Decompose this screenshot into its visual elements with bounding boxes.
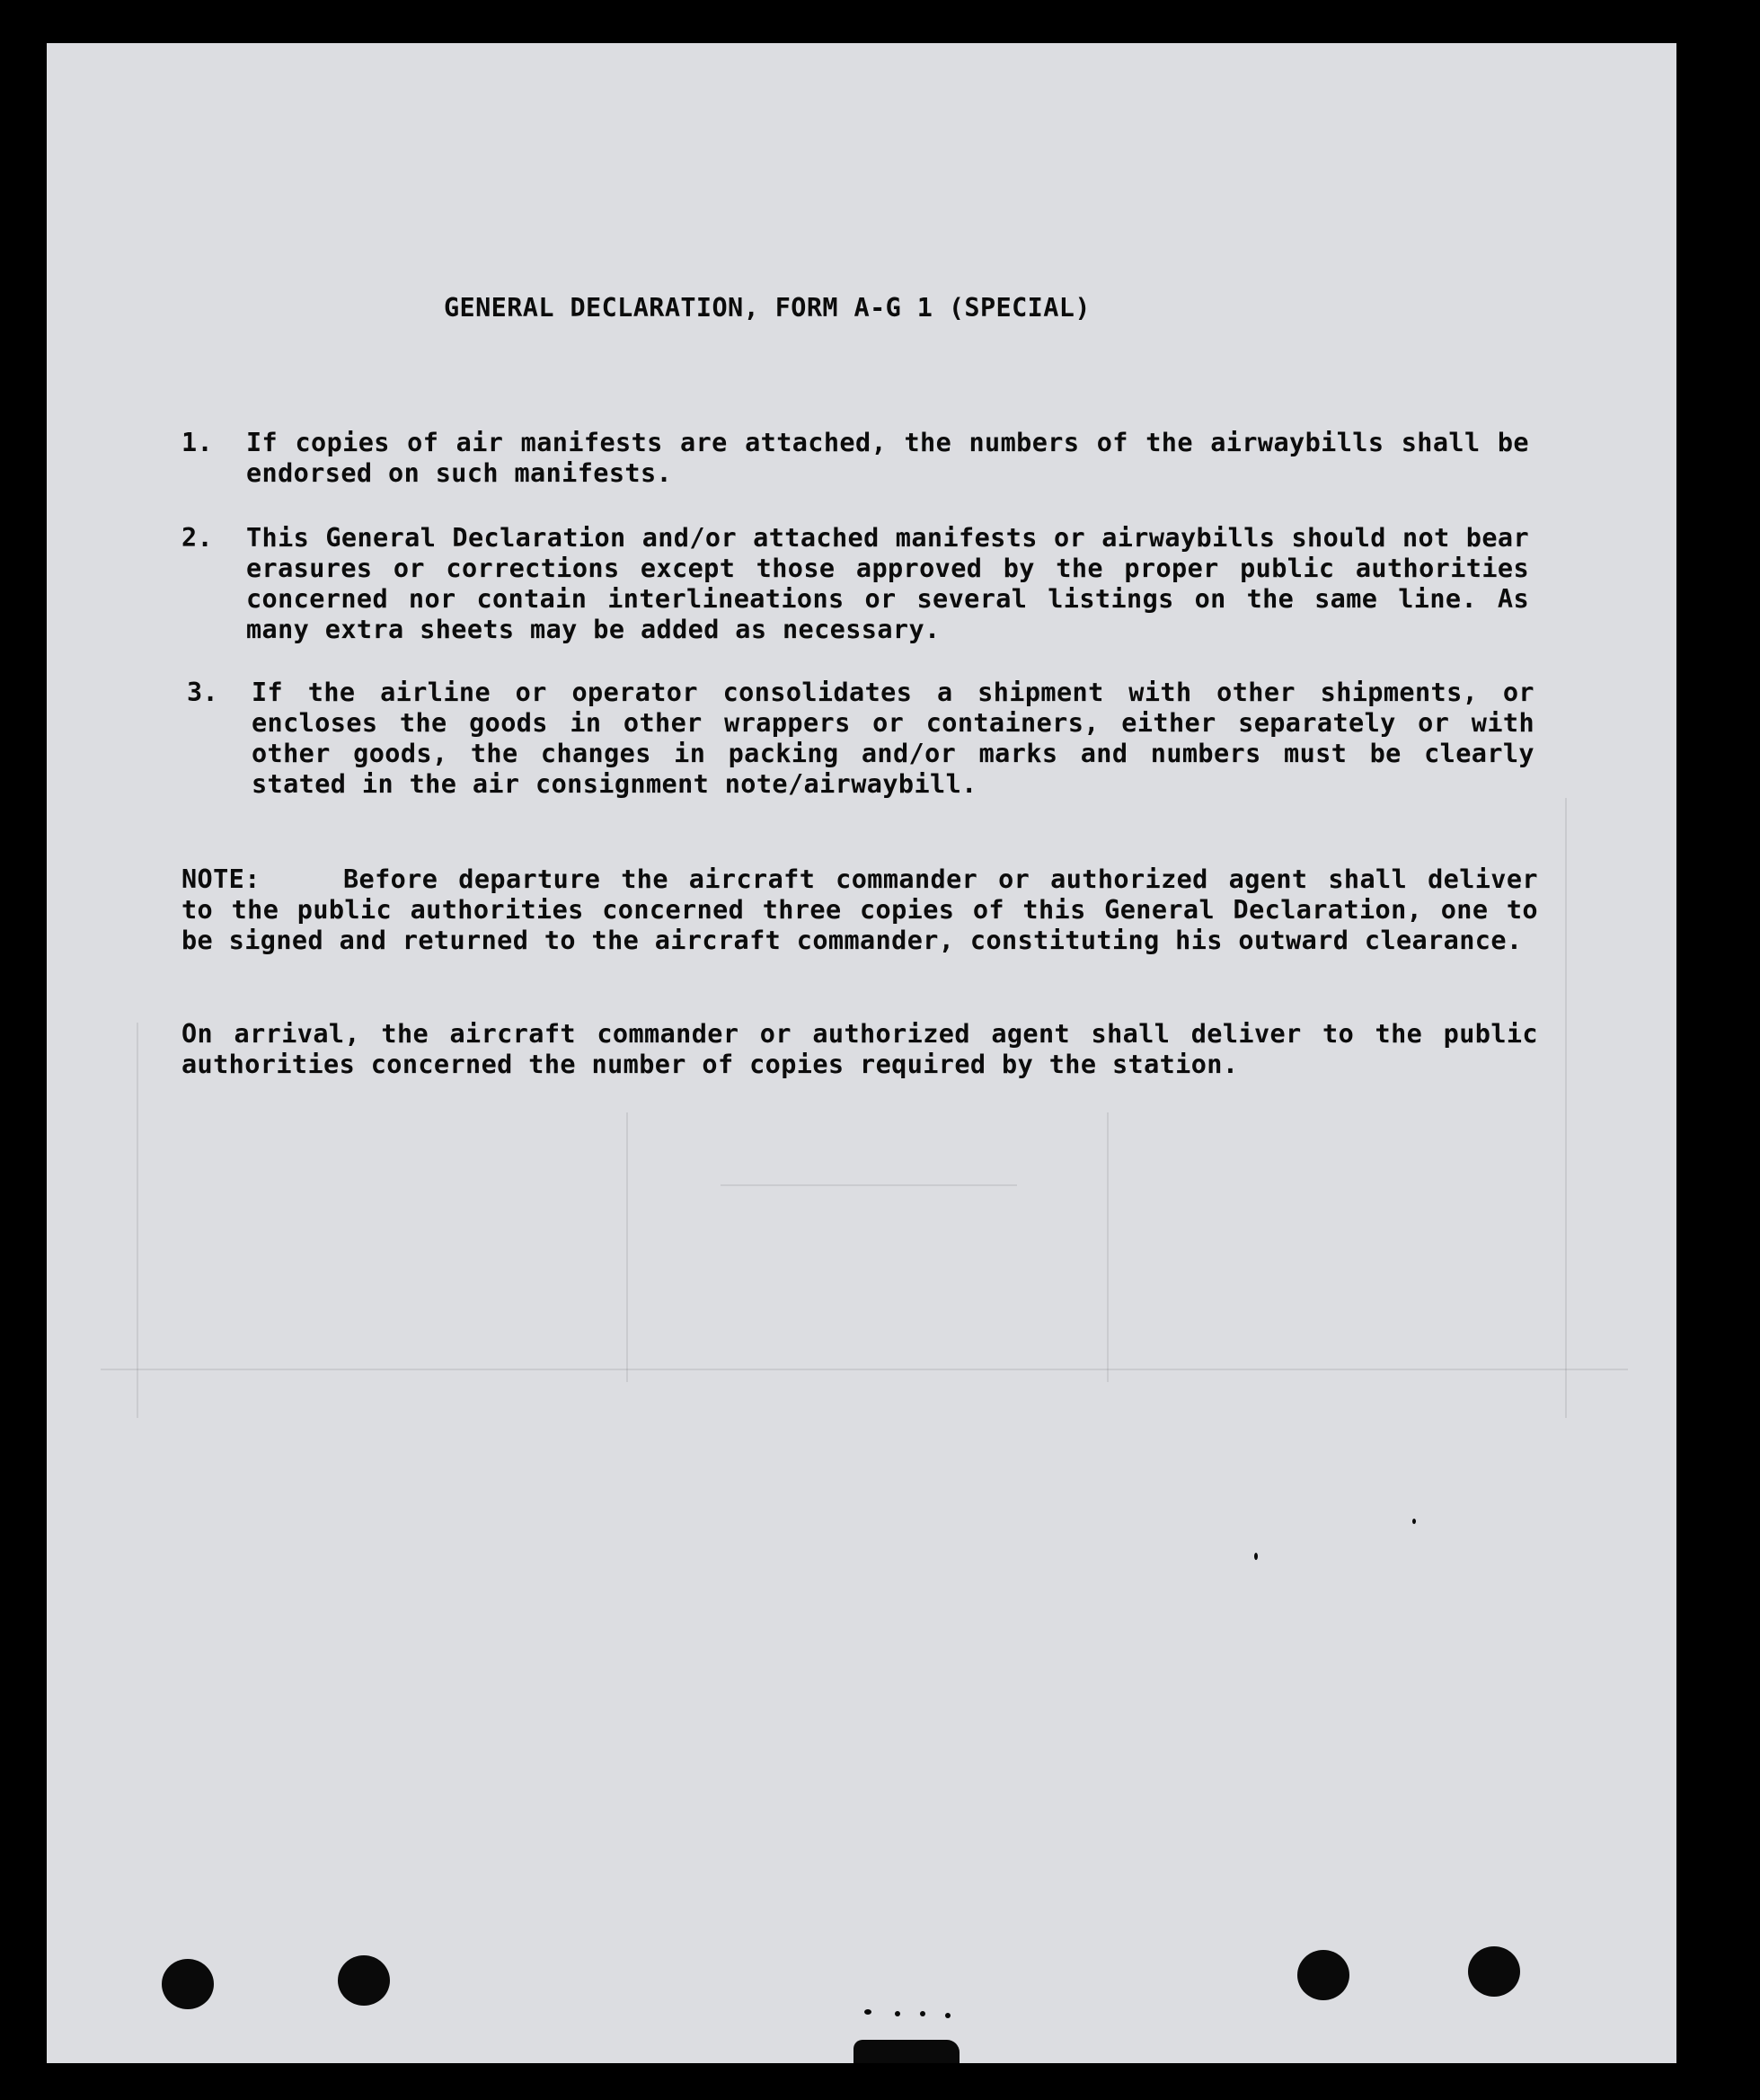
item-number: 3. (187, 678, 219, 707)
item-text: If copies of air manifests are attached, the numbers of the airwaybills shall be endorsed on such manifests. (246, 428, 1529, 488)
ink-speck (1412, 1519, 1416, 1524)
ink-speck (895, 2011, 900, 2016)
torn-edge (853, 2040, 960, 2063)
punch-hole (162, 1959, 214, 2009)
bleed-through-line (1565, 798, 1567, 1418)
item-text: If the airline or operator consolidates a shipment with other shipments, or encloses the goods in other wrappers or containers, either separately or with other goods, the changes in packing and/or marks and numbers must be clearly stated in the air consignment note/airwaybill. (252, 678, 1534, 799)
ink-speck (920, 2011, 925, 2016)
note-text: Before departure the aircraft commander or authorized agent shall deliver to the public authorities concerned three copies of this General Declaration, one to be signed and returned to the aircraft commander, constituting his outward clearance. (181, 864, 1538, 955)
arrival-paragraph: On arrival, the aircraft commander or authorized agent shall deliver to the public authorities concerned the number of copies required by the station. (181, 1019, 1538, 1079)
bleed-through-line (1107, 1112, 1109, 1382)
ink-speck (945, 2013, 951, 2018)
item-number: 1. (181, 428, 214, 457)
paper-sheet (47, 43, 1676, 2063)
bleed-through-line (626, 1112, 628, 1382)
punch-hole (1468, 1946, 1520, 1997)
item-number: 2. (181, 523, 214, 553)
bleed-through-line (721, 1184, 1017, 1186)
ink-speck (1254, 1553, 1258, 1560)
bleed-through-line (101, 1369, 1628, 1370)
punch-hole (338, 1955, 390, 2006)
item-text: This General Declaration and/or attached manifests or airwaybills should not bear erasures or corrections except those approved by the proper public authorities concerned nor contain interlineations or several listings on the same line. As many extra sheets may be added as necessary. (246, 523, 1529, 644)
note-label: NOTE: (181, 864, 261, 894)
punch-hole (1297, 1950, 1349, 2000)
document-title: GENERAL DECLARATION, FORM A-G 1 (SPECIAL) (444, 293, 1091, 323)
bleed-through-line (137, 1023, 138, 1418)
ink-speck (864, 2009, 871, 2015)
note-paragraph (181, 864, 1538, 956)
